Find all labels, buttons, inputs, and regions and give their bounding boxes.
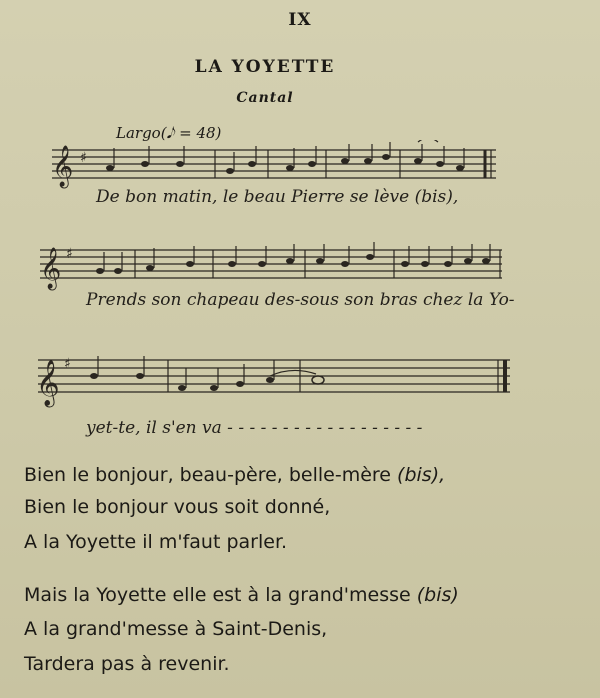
music-lyric-1: De bon matin, le beau Pierre se lève (bis), [96, 187, 459, 207]
treble-clef-icon: 𝄞 [36, 360, 60, 406]
bis-marker: (bis), [397, 464, 446, 486]
song-region: Cantal [236, 90, 294, 106]
verse2-line1: Mais la Yoyette elle est à la grand'messe (bis) [24, 584, 459, 606]
svg-text:♯: ♯ [66, 246, 73, 262]
chapter-number: IX [288, 10, 312, 30]
music-lyric-3: yet-te, il s'en va ‐ ‐ ‐ ‐ ‐ ‐ ‐ ‐ ‐ ‐ ‐ ‐ ‐ ‐ ‐ ‐ ‐ ‐ [86, 418, 423, 438]
music-lyric-2: Prends son chapeau des-sous son bras chez la Yo- [86, 290, 515, 310]
verse2-line3: Tardera pas à revenir. [24, 653, 230, 675]
treble-clef-icon: 𝄞 [52, 146, 74, 187]
verse2-line2: A la grand'messe à Saint-Denis, [24, 618, 328, 640]
tempo-marking: Largo(𝅘𝅥𝅮 = 48) [116, 124, 222, 142]
song-title: LA YOYETTE [194, 57, 336, 77]
svg-text:♯: ♯ [80, 150, 87, 166]
bis-marker: (bis) [416, 584, 459, 606]
treble-clef-icon: 𝄞 [40, 248, 62, 289]
verse1-line3: A la Yoyette il m'faut parler. [24, 531, 288, 553]
svg-text:♯: ♯ [64, 356, 71, 372]
music-staff-3 [0, 348, 600, 418]
verse1-line1: Bien le bonjour, beau-père, belle-mère (bis), [24, 464, 446, 486]
verse1-line2: Bien le bonjour vous soit donné, [24, 496, 331, 518]
